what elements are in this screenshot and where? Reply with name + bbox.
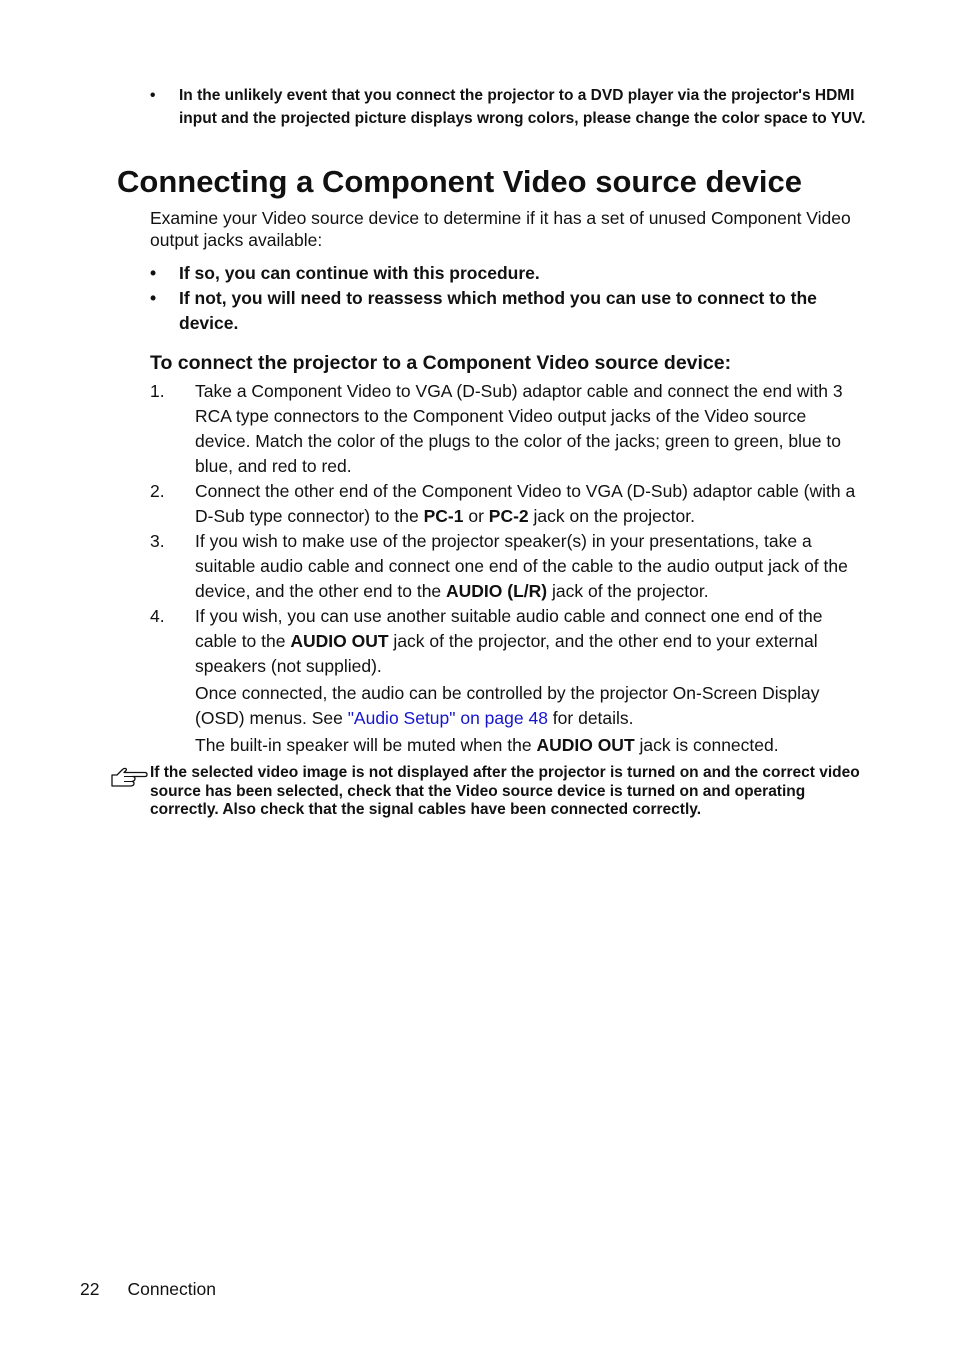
step-text-part: jack of the projector, and the other end to your external speakers (not supplied). <box>195 631 818 676</box>
osd-text: Once connected, the audio can be controlled by the projector On-Screen Display (OSD) menus. See <box>195 683 820 728</box>
condition-text: If not, you will need to reassess which method you can use to connect to the device. <box>179 288 817 333</box>
step-text-part: or <box>463 506 489 526</box>
top-note-item <box>150 84 870 130</box>
mute-text: jack is connected. <box>634 735 779 755</box>
audio-lr-jack-label: AUDIO (L/R) <box>446 581 548 601</box>
page-footer <box>80 1277 216 1301</box>
audio-setup-link[interactable]: "Audio Setup" on page 48 <box>347 708 548 728</box>
page-number: 22 <box>80 1279 100 1299</box>
condition-list <box>150 261 865 336</box>
audio-out-label: AUDIO OUT <box>536 735 635 755</box>
pc1-jack-label: PC-1 <box>423 506 464 526</box>
step-text <box>195 481 855 526</box>
step-text <box>195 606 823 676</box>
pointing-hand-icon <box>110 767 148 789</box>
step-text <box>195 531 848 601</box>
note-text: If the selected video image is not displayed after the projector is turned on and the correct video source has been selected, check that the Video source device is turned on and operating correctly. Also check that the signal cables have been connected correctly. <box>150 764 860 818</box>
condition-item <box>150 261 865 286</box>
step-text: Take a Component Video to VGA (D-Sub) adaptor cable and connect the end with 3 RCA type connectors to the Component Video output jacks of the Video source device. Match the color of the plugs to the color of the jacks; green to green, blue to blue, and red to red. <box>195 381 843 476</box>
step-number: 2. <box>150 481 165 501</box>
mute-text: The built-in speaker will be muted when the <box>195 735 537 755</box>
top-note <box>150 84 870 130</box>
step-number: 1. <box>150 381 165 401</box>
step-text-part: jack of the projector. <box>547 581 709 601</box>
step-text-part: Connect the other end of the Component Video to VGA (D-Sub) adaptor cable (with a D-Sub type connector) to the <box>195 481 856 526</box>
osd-paragraph <box>150 681 865 731</box>
mute-paragraph <box>150 733 865 758</box>
step-text-part: If you wish, you can use another suitable audio cable and connect one end of the cable to the <box>195 606 823 651</box>
footer-section-name: Connection <box>127 1279 217 1299</box>
pc2-jack-label: PC-2 <box>488 506 529 526</box>
intro-paragraph: Examine your Video source device to determine if it has a set of unused Component Video output jacks available: <box>150 208 851 250</box>
bullet: • <box>150 288 157 308</box>
top-note-text: In the unlikely event that you connect the projector to a DVD player via the projector's HDMI input and the projected picture displays wrong colors, please change the color space to YUV. <box>179 87 866 127</box>
step-number: 4. <box>150 606 165 626</box>
osd-text: for details. <box>547 708 634 728</box>
section-title: Connecting a Component Video source device <box>117 164 802 199</box>
bullet: • <box>150 87 156 104</box>
step-text-part: jack on the projector. <box>528 506 695 526</box>
condition-text: If so, you can continue with this procedure. <box>179 263 540 283</box>
step-number: 3. <box>150 531 165 551</box>
bullet: • <box>150 263 157 283</box>
step-text-part: If you wish to make use of the projector speaker(s) in your presentations, take a suitable audio cable and connect one end of the cable to the audio output jack of the device, and the other end to the <box>195 531 848 601</box>
condition-item <box>150 286 865 336</box>
procedure-steps <box>150 379 865 758</box>
procedure-heading: To connect the projector to a Component Video source device: <box>150 352 732 374</box>
step-item <box>150 529 865 604</box>
step-item <box>150 479 865 529</box>
step-item <box>150 604 865 679</box>
audio-out-jack-label: AUDIO OUT <box>290 631 389 651</box>
step-item <box>150 379 865 479</box>
